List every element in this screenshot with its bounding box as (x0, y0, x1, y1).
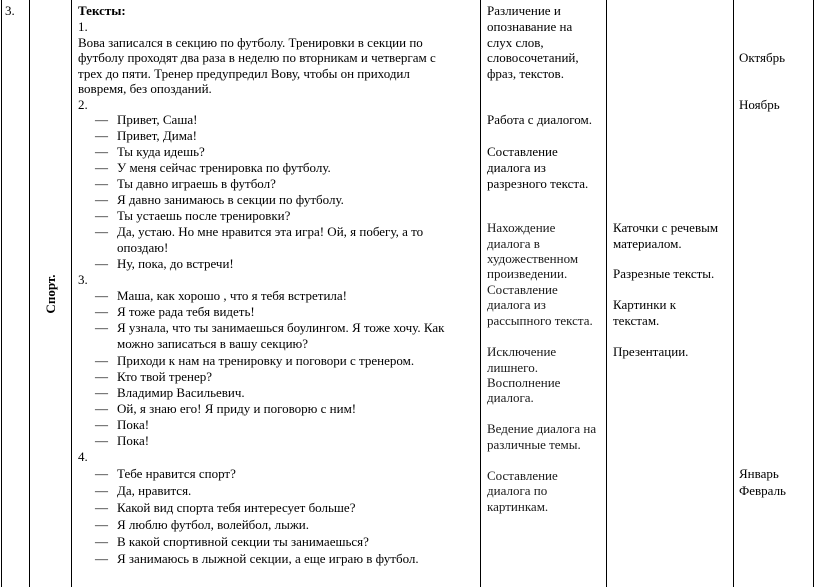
activity-line: Исключение (487, 344, 557, 359)
dialogue-line: Маша, как хорошо , что я тебя встретила! (117, 288, 347, 303)
material-line: Картинки к (613, 297, 677, 312)
dialogue-dash: — (95, 176, 108, 191)
dialogue-dash: — (95, 128, 108, 143)
activity-line: рассыпного текста. (487, 313, 593, 328)
dialogue-line: Я занимаюсь в лыжной секции, а еще играю в футбол. (117, 551, 419, 566)
activity-line: диалога из (487, 160, 546, 175)
activity-line: словосочетаний, (487, 50, 579, 65)
activity-line: опознавание на (487, 19, 573, 34)
dialogue-line: Кто твой тренер? (117, 369, 212, 384)
dialogue-line: Я люблю футбол, волейбол, лыжи. (117, 517, 310, 532)
table-border (733, 0, 734, 587)
activity-line: фраз, текстов. (487, 66, 564, 81)
activity-line: Различение и (487, 3, 561, 18)
dialogue-line: Я тоже рада тебя видеть! (117, 304, 255, 319)
activity-line: диалога по (487, 483, 548, 498)
dialogue-dash: — (95, 112, 108, 127)
dialogue-dash: — (95, 353, 108, 368)
dialogue-dash: — (95, 288, 108, 303)
dialogue-dash: — (95, 144, 108, 159)
dialogue-line: Ой, я знаю его! Я приду и поговорю с ним! (117, 401, 357, 416)
material-line: материалом. (613, 236, 682, 251)
topic-label: Спорт. (43, 274, 58, 314)
dialogue-dash: — (95, 551, 108, 566)
dialogue-line: Я узнала, что ты занимаешься боулингом. Я тоже хочу. Как (117, 320, 445, 335)
dialogue-line: Ну, пока, до встречи! (117, 256, 234, 271)
table-border (71, 0, 72, 587)
dialogue-line: Да, устаю. Но мне нравится эта игра! Ой, я побегу, а то (117, 224, 424, 239)
activity-line: лишнего. (487, 360, 538, 375)
dialogue-line: Привет, Дима! (117, 128, 197, 143)
activity-line: Ведение диалога на (487, 421, 597, 436)
dialogue-line: Тебе нравится спорт? (117, 466, 236, 481)
month-label: Ноябрь (739, 97, 780, 112)
dialogue-dash: — (95, 385, 108, 400)
dialogue-line: Пока! (117, 417, 150, 432)
dialogue-line: Приходи к нам на тренировку и поговори с тренером. (117, 353, 415, 368)
dialogue-line: можно записаться в вашу секцию? (117, 336, 309, 351)
text-1-line: Вова записался в секцию по футболу. Тренировки в секции по (78, 35, 423, 50)
table-border (606, 0, 607, 587)
activity-line: картинкам. (487, 499, 549, 514)
dialogue-dash: — (95, 433, 108, 448)
dialogue-line: Ты куда идешь? (117, 144, 205, 159)
material-line: Презентации. (613, 344, 689, 359)
text-1-line: футболу проходят два раза в неделю по вторникам и четвергам с (78, 50, 436, 65)
activity-line: слух слов, (487, 35, 544, 50)
text-1-number: 1. (78, 19, 88, 34)
row-number: 3. (5, 3, 15, 18)
table-border (1, 0, 2, 587)
table-border (480, 0, 481, 587)
dialogue-line: опоздаю! (117, 240, 169, 255)
activity-line: диалога. (487, 390, 534, 405)
dialogue-line: Да, нравится. (117, 483, 192, 498)
month-label: Январь (739, 466, 779, 481)
dialogue-line: В какой спортивной секции ты занимаешься? (117, 534, 369, 549)
text-1-line: трех до пяти. Тренер предупредил Вову, чтобы он приходил (78, 66, 410, 81)
activity-line: произведении. (487, 266, 568, 281)
dialogue-dash: — (95, 466, 108, 481)
dialogue-line: Ты устаешь после тренировки? (117, 208, 291, 223)
dialogue-dash: — (95, 500, 108, 515)
dialogue-line: У меня сейчас тренировка по футболу. (117, 160, 331, 175)
month-label: Октябрь (739, 50, 786, 65)
dialogue-line: Я давно занимаюсь в секции по футболу. (117, 192, 344, 207)
text-2-number: 2. (78, 97, 88, 112)
dialogue-dash: — (95, 224, 108, 239)
dialogue-dash: — (95, 369, 108, 384)
activity-line: Нахождение (487, 220, 556, 235)
material-line: текстам. (613, 313, 660, 328)
activity-line: разрезного текста. (487, 176, 589, 191)
text-1-line: вовремя, без опозданий. (78, 81, 212, 96)
text-3-number: 3. (78, 272, 88, 287)
dialogue-dash: — (95, 401, 108, 416)
dialogue-line: Пока! (117, 433, 150, 448)
dialogue-line: Какой вид спорта тебя интересует больше? (117, 500, 356, 515)
month-label: Февраль (739, 483, 786, 498)
texts-heading: Тексты: (78, 3, 126, 18)
activity-line: Восполнение (487, 375, 561, 390)
dialogue-dash: — (95, 304, 108, 319)
dialogue-dash: — (95, 534, 108, 549)
dialogue-dash: — (95, 192, 108, 207)
dialogue-dash: — (95, 417, 108, 432)
activity-line: диалога из (487, 297, 546, 312)
dialogue-line: Привет, Саша! (117, 112, 198, 127)
material-line: Разрезные тексты. (613, 266, 715, 281)
material-line: Каточки с речевым (613, 220, 719, 235)
activity-line: Составление (487, 144, 558, 159)
activity-line: художественном (487, 251, 579, 266)
dialogue-dash: — (95, 208, 108, 223)
text-4-number: 4. (78, 449, 88, 464)
table-border (813, 0, 814, 587)
dialogue-line: Ты давно играешь в футбол? (117, 176, 276, 191)
dialogue-dash: — (95, 256, 108, 271)
dialogue-dash: — (95, 160, 108, 175)
table-border (29, 0, 30, 587)
dialogue-dash: — (95, 320, 108, 335)
dialogue-line: Владимир Васильевич. (117, 385, 245, 400)
activity-line: Составление (487, 468, 558, 483)
activity-line: диалога в (487, 236, 540, 251)
activity-line: Работа с диалогом. (487, 112, 593, 127)
activity-line: различные темы. (487, 437, 581, 452)
dialogue-dash: — (95, 517, 108, 532)
activity-line: Составление (487, 282, 558, 297)
dialogue-dash: — (95, 483, 108, 498)
